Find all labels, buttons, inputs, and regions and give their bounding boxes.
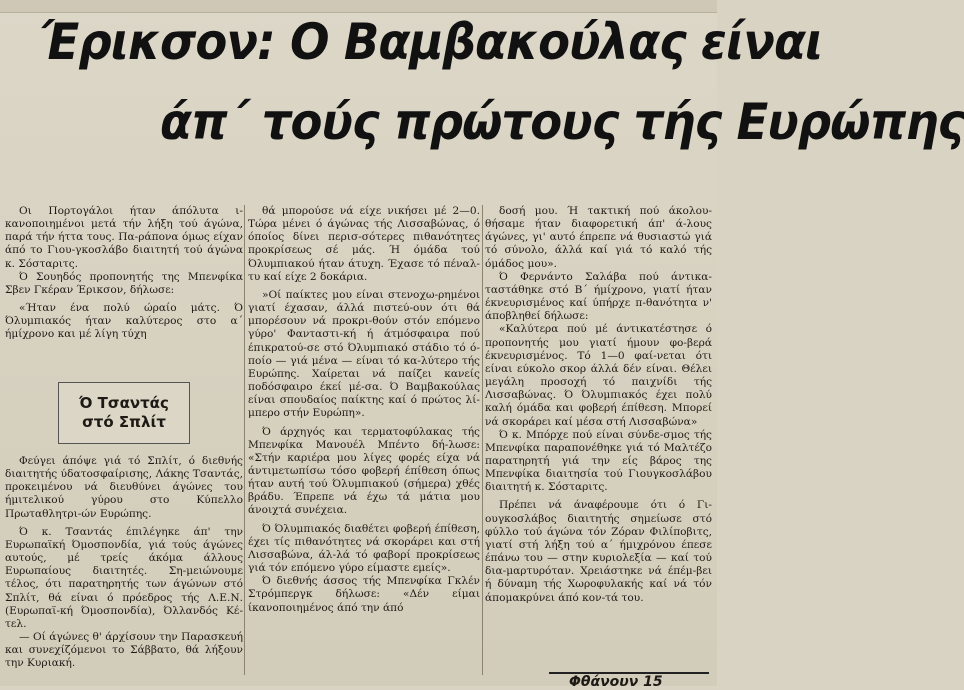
col2-paragraph-1: θά μπορούσε νά είχε νικήσει μέ 2—0. Τώρα μένει ό άγώνας τής Λισσαβώνας, ό όποίος δίνει περισ-σότερες πιθανότητες προκρίσεως σέ μάς. Ή όμάδα τού Όλυμπιακού ήταν άτυχη. Έχασε τό πέναλ-τυ καί είχε 2 δοκάρια. [248,205,480,283]
col1b-paragraph-1: Φεύγει άπόψε γιά τό Σπλίτ, ό διεθνής διαιτητής ύδατοσφαίρισης, Λάκης Τσαντάς, προκειμένου νά διευθύνει άγώνες του ήμιτελικού γύρου στο Κύπελλο Πρωταθλητρι-ών Ευρώπης. [5,455,243,520]
col1-paragraph-1: Οι Πορτογάλοι ήταν άπόλυτα ι-κανοποιημένοι μετά τήν λήξη τού άγώνα, παρά τήν ήττα τους. Πα-ράπονα όμως είχαν άπό το Γιου-γκοσλάβο διαιτητή τού άγώνα κ. Σόσταριτς. [5,205,243,270]
column-3 [485,205,712,605]
headline-line-2: άπ΄ τούς πρώτους τής Ευρώπης [160,93,964,151]
col2-paragraph-3: Ό άρχηγός και τερματοφύλακας τής Μπενφίκα Μανουέλ Μπέντο δή-λωσε: «Στήν καριέρα μου λίγες φορές είχα νά άντιμετωπίσω τόσο φοβερή έπίθεση όπως ήταν αυτή τού Όλυμπιακού (σήμερα) χθές βράδυ. Έπρεπε νά έχω τά μάτια μου άνοιχτά συνέχεια. [248,425,480,517]
col3-paragraph-3: «Καλύτερα πού μέ άντικατέστησε ό προπονητής μου γιατί ήμουν φο-βερά έκνευρισμένος. Τό 1—0 φαί-νεται ότι είναι εύκολο σκορ άλλά δέν είναι. Θέλει μεγάλη προσοχή τό παιχνίδι τής Λισσαβώνας. Ό Όλυμπιακός έχει πολύ καλή όμάδα και φοβερή έπίθεση. Μπορεί νά σκοράρει καί μέσα στή Λισσαβώνα» [485,323,712,428]
headline-line-1: Έρικσον: Ο Βαμβακούλας είναι [40,13,823,71]
next-article-heading: Φθάνουν 15 [549,672,709,686]
col3-paragraph-2: Ό Φερνάντο Σαλάβα πού άντικα-ταστάθηκε στό Β΄ ήμίχρονο, γιατί ήταν έκνευρισμένος καί ύπήρχε π-θανότητα ν' άποβληθεί δήλωσε: [485,270,712,323]
subheadline-line-2: στό Σπλίτ [82,413,166,431]
col3-paragraph-1: δοσή μου. Ή τακτική πού άκολου-θήσαμε ήταν διαφορετική άπ' ά-λους άγώνες, γι' αυτό έπρεπε νά θυσιαστώ γιά τό σύνολο, άλλά καί γιά τό καλό τής όμάδος μου». [485,205,712,270]
col1-paragraph-3: «Ήταν ένα πολύ ώραίο μάτς. Ό Όλυμπιακός ήταν καλύτερος στο α΄ ήμίχρονο και μέ λίγη τύχη [5,302,243,341]
column-divider-2 [482,205,483,675]
subheadline-box [58,382,190,444]
column-2 [248,205,480,615]
col1-paragraph-2: Ό Σουηδός προπονητής της Μπενφίκα Σβεν Γκέραν Έρικσον, δήλωσε: [5,270,243,296]
col2-paragraph-5: Ό διεθνής άσσος τής Μπενφίκα Γκλέν Στρόμπεργκ δήλωσε: «Δέν είμαι ίκανοποιημένος άπό την άπό [248,575,480,614]
col3-paragraph-5: Πρέπει νά άναφέρουμε ότι ό Γι-ουγκοσλάβος διαιτητής σημείωσε στό φύλλο τού άγώνα τόν Ζόραν Φιλίποβιτς, γιατί στή λήξη τού α΄ ήμιχρόνου έπεσε έπάνω του — στην κυριολεξία — καί τού δια-μαρτυρόταν. Χρειάστηκε νά έπέμ-βει ή δύναμη τής Χωροφυλακής καί νά τόν άπομακρύνει άπό κον-τά του. [485,499,712,604]
col2-paragraph-2: »Οί παίκτες μου είναι στενοχω-ρημένοι γιατί έχασαν, άλλά πιστεύ-ουν ότι θά μπορέσουν νά προκρι-θούν στόν επόμενο γύρο' Φανταστι-κή ή άτμόσφαιρα πού έπικρατού-σε στό Όλυμπιακό στάδιο τό ό-ποίο — γιά μένα — είναι τό κα-λύτερο τής Ευρώπης. Χαίρεται νά παίζει κανείς ποδόσφαιρο έκεί μέ-σα. Ό Βαμβακούλας είναι σπουδαίος παίκτης καί ό πρώτος λί-μπερο στήν Ευρώπη». [248,288,480,420]
col1b-paragraph-2: Ό κ. Τσαντάς έπιλέγηκε άπ' την Ευρωπαϊκή Όμοσπονδία, γιά τούς άγώνες αυτούς, μέ τρείς άκόμα άλλους Ευρωπαίους διαιτητές. Ση-μειώνουμε τέλος, ότι παρατηρητής των άγώνων στό Σπλίτ, θά είναι ό πρόεδρος τής Λ.Ε.Ν. (Ευρωπαϊ-κή Όμοσπονδία), Όλλανδός Κέ-τελ. [5,525,243,630]
col2-paragraph-4: Ό Όλυμπιακός διαθέτει φοβερή έπίθεση, έχει τίς πιθανότητες νά σκοράρει και στή Λισσαβώνα, άλ-λά τό φαβορί προκρίσεως γιά τόν επόμενο γύρο είμαστε εμείς». [248,522,480,575]
col1b-paragraph-3: — Οί άγώνες θ' άρχίσουν την Παρασκευή και συνεχίζόμενοι το Σάββατο, θά λήξουν την Κυριακή. [5,631,243,670]
subheadline-line-1: Ό Τσαντάς [79,394,169,412]
column-1-bottom [5,455,243,671]
col3-paragraph-4: Ό κ. Μπόρχε πού είναι σύνδε-σμος τής Μπενφίκα παραπονέθηκε γιά τό Μαλτέζο παρατηρητή γιά την είς βάρος της Μπενφίκα διαιτησία τού Γιουγκοσλάβου διαιτητή κ. Σόσταριτς. [485,428,712,494]
column-divider-1 [244,205,245,675]
column-1-top [5,205,243,342]
